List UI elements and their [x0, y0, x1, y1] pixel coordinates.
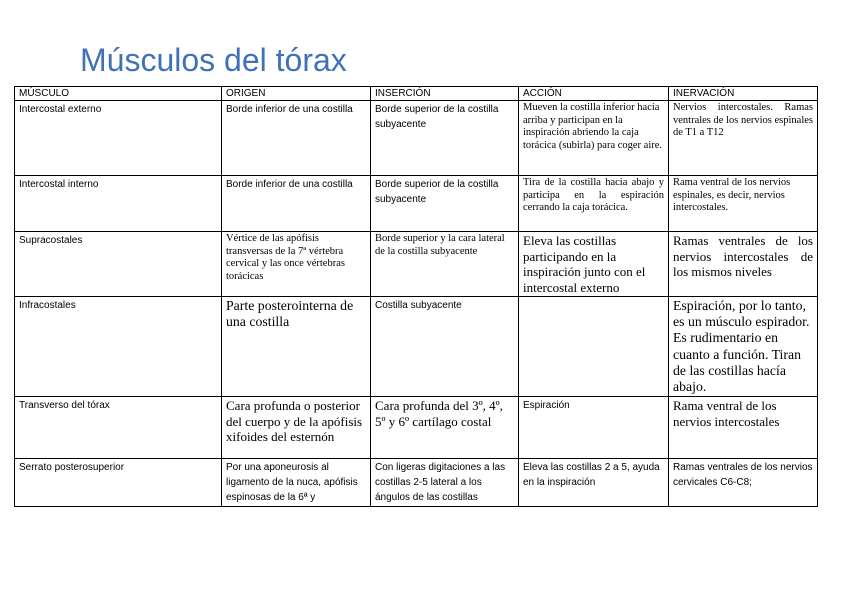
table-row	[15, 232, 818, 297]
cell-inervacion: Ramas ventrales de los nervios cervicales C6-C8;	[669, 459, 818, 507]
cell-accion: Espiración	[519, 397, 669, 459]
cell-musculo: Supracostales	[15, 232, 222, 297]
cell-origen: Vértice de las apófisis transversas de la 7ª vértebra cervical y las once vértebras torácicas	[222, 232, 371, 297]
table-row	[15, 459, 818, 507]
cell-musculo: Intercostal interno	[15, 176, 222, 232]
cell-inervacion: Ramas ventrales de los nervios intercostales de los mismos niveles	[669, 232, 818, 297]
cell-insercion: Costilla subyacente	[371, 297, 519, 397]
cell-insercion: Borde superior de la costilla subyacente	[371, 101, 519, 176]
muscles-table	[14, 86, 818, 507]
cell-inervacion: Nervios intercostales. Ramas ventrales de los nervios espinales de T1 a T12	[669, 101, 818, 176]
cell-inervacion: Rama ventral de los nervios espinales, es decir, nervios intercostales.	[669, 176, 818, 232]
table-row	[15, 397, 818, 459]
cell-origen: Borde inferior de una costilla	[222, 101, 371, 176]
header-accion: ACCIÓN	[519, 87, 669, 101]
cell-accion: Eleva las costillas participando en la inspiración junto con el intercostal externo	[519, 232, 669, 297]
table-header-row	[15, 87, 818, 101]
table-row	[15, 101, 818, 176]
header-inervacion: INERVACIÓN	[669, 87, 818, 101]
cell-insercion: Con ligeras digitaciones a las costillas 2-5 lateral a los ángulos de las costillas	[371, 459, 519, 507]
header-musculo: MÚSCULO	[15, 87, 222, 101]
header-insercion: INSERCIÓN	[371, 87, 519, 101]
cell-accion: Eleva las costillas 2 a 5, ayuda en la inspiración	[519, 459, 669, 507]
cell-inervacion: Rama ventral de los nervios intercostales	[669, 397, 818, 459]
cell-accion: Mueven la costilla inferior hacia arriba y participan en la inspiración abriendo la caja torácica (subirla) para coger aire.	[519, 101, 669, 176]
cell-musculo: Intercostal externo	[15, 101, 222, 176]
cell-insercion: Borde superior de la costilla subyacente	[371, 176, 519, 232]
table-row	[15, 297, 818, 397]
cell-musculo: Infracostales	[15, 297, 222, 397]
cell-insercion: Borde superior y la cara lateral de la costilla subyacente	[371, 232, 519, 297]
cell-accion	[519, 297, 669, 397]
page-title: Músculos del tórax	[80, 42, 347, 78]
cell-origen: Parte posterointerna de una costilla	[222, 297, 371, 397]
cell-musculo: Serrato posterosuperior	[15, 459, 222, 507]
table-row	[15, 176, 818, 232]
cell-origen: Cara profunda o posterior del cuerpo y de la apófisis xifoides del esternón	[222, 397, 371, 459]
cell-origen: Por una aponeurosis al ligamento de la nuca, apófisis espinosas de la 6ª y	[222, 459, 371, 507]
header-origen: ORIGEN	[222, 87, 371, 101]
cell-origen: Borde inferior de una costilla	[222, 176, 371, 232]
cell-insercion: Cara profunda del 3º, 4º, 5º y 6º cartílago costal	[371, 397, 519, 459]
cell-inervacion: Espiración, por lo tanto, es un músculo espirador. Es rudimentario en cuanto a función. Tiran de las costillas hacía abajo.	[669, 297, 818, 397]
cell-musculo: Transverso del tórax	[15, 397, 222, 459]
cell-accion: Tira de la costilla hacia abajo y participa en la espiración cerrando la caja torácica.	[519, 176, 669, 232]
